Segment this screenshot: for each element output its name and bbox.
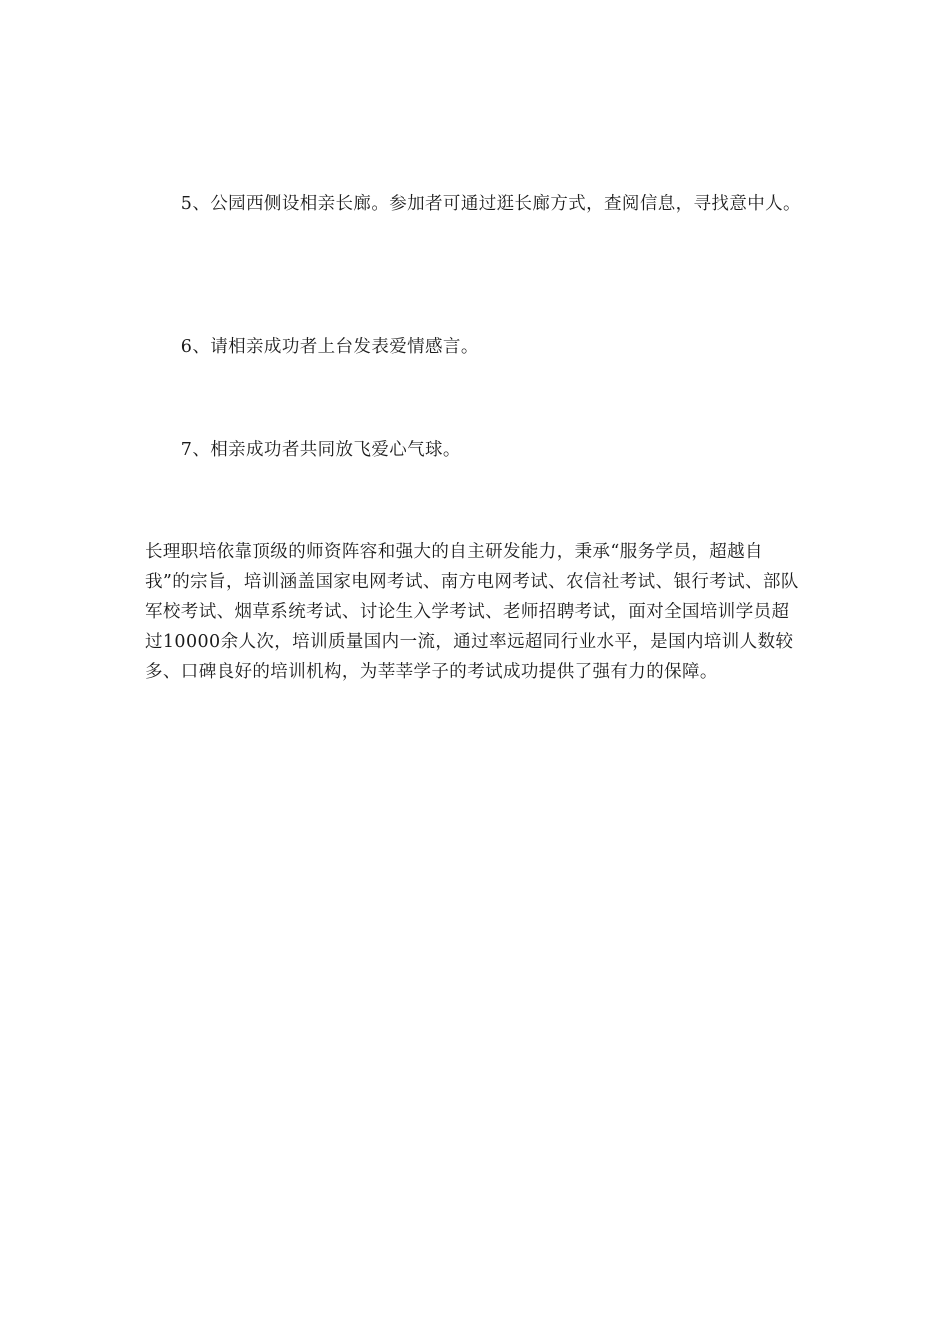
list-item-5: 5、公园西侧设相亲长廊。参加者可通过逛长廊方式，查阅信息，寻找意中人。: [145, 194, 801, 214]
list-item-7: 7、相亲成功者共同放飞爱心气球。: [145, 440, 461, 460]
institution-intro-paragraph: 长理职培依靠顶级的师资阵容和强大的自主研发能力，秉承“服务学员，超越自我”的宗旨，培训涵盖国家电网考试、南方电网考试、农信社考试、银行考试、部队军校考试、烟草系统考试、讨论生入学考试、老师招聘考试，面对全国培训学员超过10000余人次，培训质量国内一流，通过率远超同行业水平，是国内培训人数较多、口碑良好的培训机构，为莘莘学子的考试成功提供了强有力的保障。: [145, 542, 799, 682]
list-item-6: 6、请相亲成功者上台发表爱情感言。: [145, 337, 479, 357]
